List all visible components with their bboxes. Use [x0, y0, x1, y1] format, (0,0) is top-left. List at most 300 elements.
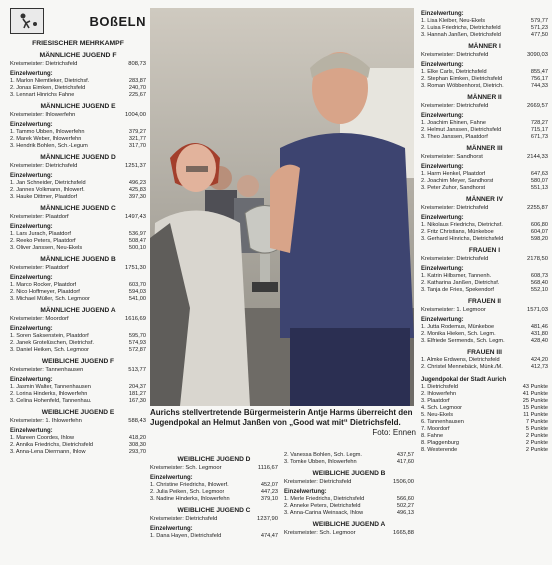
score-value: 321,77 [128, 136, 146, 142]
team-champion-label: Kreismeister: Dietrichsfeld [150, 516, 218, 522]
score-value: 715,17 [530, 127, 548, 133]
score-value: 580,07 [530, 178, 548, 184]
athlete-name: 7. Moordorf [421, 426, 450, 432]
results-bottom-left [150, 452, 278, 540]
individual-ranking-title: Einzelwertung: [10, 377, 53, 383]
athlete-name: 3. Hauke Dittmer, Plaatdorf [10, 194, 78, 200]
result-row [421, 324, 548, 331]
athlete-name: 8. Westerende [421, 447, 458, 453]
team-champion-score: 3090,03 [527, 52, 548, 58]
athlete-name: 1. Marlon Niemtleker, Dietrichsf. [10, 78, 90, 84]
score-value: 594,03 [128, 289, 146, 295]
result-row [421, 127, 548, 134]
individual-ranking-title: Einzelwertung: [10, 275, 53, 281]
score-value: 728,27 [530, 120, 548, 126]
score-value: 417,60 [396, 459, 414, 465]
award-photo [150, 8, 414, 406]
team-champion-score: 1665,88 [393, 530, 414, 536]
result-row [421, 331, 548, 338]
result-row [10, 143, 146, 150]
ranking-row [421, 384, 548, 391]
team-champion-score: 1506,00 [393, 479, 414, 485]
ranking-row [421, 398, 548, 405]
category-header: MÄNNLICHE JUGEND D [40, 154, 116, 161]
individual-ranking-title: Einzelwertung: [421, 317, 464, 323]
athlete-name: 3. Daniel Heiken, Sch. Legmoor [10, 347, 89, 353]
result-row [421, 25, 548, 32]
athlete-name: 1. Dana Hayen, Dietrichsfeld [150, 533, 222, 539]
athlete-name: 3. Tanja de Fries, Spekendorf [421, 287, 494, 293]
athlete-name: 5. Neu-Ekels [421, 412, 454, 418]
athlete-name: 2. Monika Hieken, Sch. Legm. [421, 331, 496, 337]
score-value: 2 Punkte [525, 447, 548, 453]
team-champion-score: 2669,57 [527, 103, 548, 109]
athlete-name: 1. Lars Jurach, Plaatdorf [10, 231, 71, 237]
score-value: 2 Punkte [525, 433, 548, 439]
score-value: 7 Punkte [525, 419, 548, 425]
team-champion-row [10, 264, 146, 272]
result-row [421, 134, 548, 141]
athlete-name: 2. Stephan Eimken, Dietrichsfeld [421, 76, 503, 82]
score-value: 425,83 [128, 187, 146, 193]
athlete-name: 3. Celina Hohenfeld, Tannenhau. [10, 398, 92, 404]
team-champion-row [421, 153, 548, 161]
score-value: 5 Punkte [525, 426, 548, 432]
team-champion-label: Kreismeister: Dietrichsfeld [284, 479, 352, 485]
athlete-name: 3. Hendrik Bohlen, Sch.-Legum [10, 143, 88, 149]
result-row [284, 510, 414, 517]
athlete-name: 1. Tammo Ubben, Ihlowerfehn [10, 129, 85, 135]
team-champion-score: 1251,37 [125, 163, 146, 169]
team-champion-label: Kreismeister: Dietrichsfeld [421, 256, 489, 262]
athlete-name: 3. Hannah Janßen, Dietrichsfeld [421, 32, 501, 38]
athlete-name: 2. Fritz Christians, Münkeboe [421, 229, 494, 235]
athlete-name: 2. Lorina Hinderks, Ihlowerfehn [10, 391, 88, 397]
ranking-table [421, 384, 548, 454]
athlete-name: 8. Plaggenburg [421, 440, 459, 446]
team-champion-score: 588,43 [128, 418, 146, 424]
score-value: 317,70 [128, 143, 146, 149]
athlete-name: 2. Luisa Friedrichs, Dietrichsfeld [421, 25, 501, 31]
result-row [421, 171, 548, 178]
team-champion-score: 808,73 [128, 61, 146, 67]
team-champion-row [10, 162, 146, 170]
result-row [421, 287, 548, 294]
team-champion-label: Kreismeister: Dietrichsfeld [421, 205, 489, 211]
team-champion-row [10, 366, 146, 374]
result-row [421, 364, 548, 371]
score-value: 15 Punkte [522, 405, 548, 411]
category-header: MÄNNER I [468, 43, 501, 50]
ranking-row [421, 447, 548, 454]
athlete-name: 3. Theo Janssen, Plaatdorf [421, 134, 488, 140]
athlete-name: 2. Helmut Janssen, Dietrichsfeld [421, 127, 502, 133]
team-champion-score: 1116,67 [257, 465, 278, 471]
result-row [10, 92, 146, 99]
result-row [421, 357, 548, 364]
score-value: 418,20 [128, 435, 146, 441]
score-value: 424,20 [530, 357, 548, 363]
team-champion-row [150, 464, 278, 472]
category-header: MÄNNER II [467, 94, 502, 101]
athlete-name: 4. Sch. Legmoor [421, 405, 463, 411]
score-value: 496,23 [128, 180, 146, 186]
result-row [10, 289, 146, 296]
score-value: 412,73 [530, 364, 548, 370]
individual-ranking-title: Einzelwertung: [150, 475, 193, 481]
result-row [150, 533, 278, 540]
team-champion-row [421, 306, 548, 314]
athlete-name: 2. Julia Peiken, Sch. Legmoor [150, 489, 225, 495]
result-row [10, 435, 146, 442]
category-header: MÄNNLICHE JUGEND A [40, 307, 116, 314]
score-value: 502,27 [396, 503, 414, 509]
result-row [10, 398, 146, 405]
score-value: 579,77 [530, 18, 548, 24]
result-row [10, 194, 146, 201]
result-row [284, 459, 414, 466]
result-row [10, 449, 146, 456]
photo-caption [150, 408, 416, 438]
score-value: 397,30 [128, 194, 146, 200]
team-champion-row [421, 51, 548, 59]
individual-ranking-title: Einzelwertung: [421, 266, 464, 272]
ranking-row [421, 433, 548, 440]
athlete-name: 1. Marco Rocker, Plaatdorf [10, 282, 77, 288]
result-row [10, 333, 146, 340]
result-row [150, 482, 278, 489]
score-value: 428,40 [530, 338, 548, 344]
team-champion-score: 2144,33 [527, 154, 548, 160]
event-title: FRIESISCHER MEHRKAMPF [32, 40, 124, 47]
individual-ranking-title: Einzelwertung: [10, 428, 53, 434]
category-header: FRAUEN II [468, 298, 501, 305]
team-champion-score: 1751,30 [125, 265, 146, 271]
score-value: 671,73 [530, 134, 548, 140]
athlete-name: 2. Anneke Peters, Dietrichsfeld [284, 503, 361, 509]
team-champion-score: 2255,87 [527, 205, 548, 211]
team-champion-score: 2178,50 [527, 256, 548, 262]
score-value: 598,20 [530, 236, 548, 242]
category-header: MÄNNLICHE JUGEND E [40, 103, 116, 110]
result-row [10, 136, 146, 143]
score-value: 541,00 [128, 296, 146, 302]
athlete-name: 6. Tannenhausen [421, 419, 464, 425]
individual-ranking-title: Einzelwertung: [284, 489, 327, 495]
score-value: 571,23 [530, 25, 548, 31]
team-champion-row [284, 478, 414, 486]
team-champion-score: 1571,03 [527, 307, 548, 313]
score-value: 25 Punkte [522, 398, 548, 404]
team-champion-row [10, 315, 146, 323]
result-row [10, 384, 146, 391]
athlete-name: 3. Oliver Janssen, Neu-Ekels [10, 245, 83, 251]
score-value: 225,67 [128, 92, 146, 98]
results-column-left [10, 6, 146, 456]
result-row [10, 347, 146, 354]
athlete-name: 3. Lennart Hinrichs Fahne [10, 92, 75, 98]
score-value: 606,80 [530, 222, 548, 228]
team-champion-row [284, 529, 414, 537]
ranking-row [421, 405, 548, 412]
team-champion-row [10, 213, 146, 221]
score-value: 744,33 [530, 83, 548, 89]
col3-results [421, 11, 548, 371]
results-column-right [421, 8, 548, 454]
score-value: 595,70 [128, 333, 146, 339]
score-value: 477,50 [530, 32, 548, 38]
score-value: 574,93 [128, 340, 146, 346]
score-value: 603,70 [128, 282, 146, 288]
result-row [421, 18, 548, 25]
score-value: 240,70 [128, 85, 146, 91]
score-value: 604,07 [530, 229, 548, 235]
score-value: 447,23 [260, 489, 278, 495]
photo-credit: Foto: Ennen [372, 428, 416, 437]
result-row [150, 489, 278, 496]
score-value: 647,63 [530, 171, 548, 177]
result-row [284, 503, 414, 510]
ranking-title: Jugendpokal der Stadt Aurich [421, 377, 507, 383]
score-value: 204,37 [128, 384, 146, 390]
team-champion-row [10, 60, 146, 68]
team-champion-score: 1497,43 [125, 214, 146, 220]
individual-ranking-title: Einzelwertung: [421, 215, 464, 221]
result-row [421, 32, 548, 39]
result-row [421, 120, 548, 127]
score-value: 452,07 [260, 482, 278, 488]
team-champion-label: Kreismeister: 1. Ihlowerfehn [10, 418, 82, 424]
ranking-row [421, 419, 548, 426]
individual-ranking-title: Einzelwertung: [10, 173, 53, 179]
score-value: 283,87 [128, 78, 146, 84]
athlete-name: 2. Jannes Volkmann, Ihlowerf. [10, 187, 85, 193]
result-row [421, 83, 548, 90]
result-row [10, 442, 146, 449]
result-row [10, 391, 146, 398]
result-row [10, 231, 146, 238]
athlete-name: 3. Gerhard Hinrichs, Dietrichsfeld [421, 236, 504, 242]
score-value: 496,13 [396, 510, 414, 516]
athlete-name: 1. Jasmin Walter, Tannenhausen [10, 384, 91, 390]
category-header: FRAUEN I [468, 247, 501, 254]
category-header: MÄNNLICHE JUGEND F [39, 52, 117, 59]
ranking-row [421, 426, 548, 433]
result-row [421, 185, 548, 192]
team-champion-label: Kreismeister: Dietrichsfeld [421, 103, 489, 109]
individual-ranking-title: Einzelwertung: [421, 11, 464, 17]
score-value: 855,47 [530, 69, 548, 75]
score-value: 11 Punkte [523, 412, 548, 418]
score-value: 437,57 [396, 452, 414, 458]
athlete-name: 1. Lisa Kleiber, Neu-Ekels [421, 18, 486, 24]
score-value: 481,46 [530, 324, 548, 330]
individual-ranking-title: Einzelwertung: [10, 326, 53, 332]
score-value: 2 Punkte [525, 440, 548, 446]
individual-ranking-title: Einzelwertung: [10, 224, 53, 230]
team-champion-score: 1616,69 [125, 316, 146, 322]
athlete-name: 3. Plaatdorf [421, 398, 450, 404]
result-row [421, 69, 548, 76]
score-value: 167,30 [128, 398, 146, 404]
score-value: 551,13 [530, 185, 548, 191]
score-value: 508,47 [128, 238, 146, 244]
score-value: 500,10 [128, 245, 146, 251]
score-value: 43 Punkte [522, 384, 548, 390]
category-header: WEIBLICHE JUGEND C [177, 507, 251, 514]
team-champion-label: Kreismeister: 1. Legmoor [421, 307, 486, 313]
score-value: 293,70 [128, 449, 146, 455]
athlete-name: 2. Reeko Peters, Plaatdorf [10, 238, 76, 244]
team-champion-row [421, 102, 548, 110]
section-logo [10, 6, 146, 36]
team-champion-row [10, 111, 146, 119]
athlete-name: 3. Anna-Carina Weinsack, Ihlow [284, 510, 364, 516]
team-champion-score: 513,77 [128, 367, 146, 373]
athlete-name: 3. Anna-Lena Dierrnann, Ihlow [10, 449, 86, 455]
athlete-name: 3. Nadine Hinderks, Ihlowerfehn [150, 496, 230, 502]
result-row [10, 187, 146, 194]
result-row [10, 78, 146, 85]
athlete-name: 8. Fahne [421, 433, 444, 439]
team-champion-score: 1004,00 [125, 112, 146, 118]
result-row [10, 85, 146, 92]
team-champion-label: Kreismeister: Sch. Legmoor [284, 530, 356, 536]
category-header: MÄNNLICHE JUGEND C [40, 205, 116, 212]
team-champion-score: 1237,90 [257, 516, 278, 522]
team-champion-label: Kreismeister: Sandhorst [421, 154, 483, 160]
individual-ranking-title: Einzelwertung: [10, 122, 53, 128]
category-header: WEIBLICHE JUGEND B [312, 470, 386, 477]
athlete-name: 1. Nikolaus Friedrichs, Dietrichsf. [421, 222, 503, 228]
athlete-name: 2. Annika Friedrichs, Dietrichsfeld [10, 442, 94, 448]
result-row [10, 245, 146, 252]
score-value: 572,87 [128, 347, 146, 353]
category-header: MÄNNER III [466, 145, 503, 152]
athlete-name: 3. Michael Müller, Sch. Legmoor [10, 296, 90, 302]
athlete-name: 2. Vanessa Bohlen, Sch. Legm. [284, 452, 362, 458]
team-champion-label: Kreismeister: Plaatdorf [10, 214, 69, 220]
team-champion-row [421, 255, 548, 263]
result-row [10, 296, 146, 303]
score-value: 181,27 [128, 391, 146, 397]
category-header: MÄNNER IV [466, 196, 503, 203]
score-value: 474,47 [260, 533, 278, 539]
caption-text: Aurichs stellvertretende Bürgermeisterin Antje Harms überreicht den Jugendpokal an Helmut Janßen von „Good wat mit“ Dietrichsfeld. [150, 408, 413, 427]
athlete-name: 1. Jan Schneider, Dietrichsfeld [10, 180, 86, 186]
score-value: 756,17 [530, 76, 548, 82]
team-champion-label: Kreismeister: Ihlowerfehn [10, 112, 76, 118]
result-row [10, 340, 146, 347]
athlete-name: 2. Ihlowerfehn [421, 391, 457, 397]
score-value: 308,30 [128, 442, 146, 448]
athlete-name: 3. Tomke Ubben, Ihlowerfehn [284, 459, 357, 465]
team-champion-label: Kreismeister: Dietrichsfeld [421, 52, 489, 58]
bossel-player-icon [10, 8, 44, 34]
athlete-name: 1. Christine Friedrichs, Ihlowerf. [150, 482, 229, 488]
section-title: BOßELN [89, 13, 146, 29]
individual-ranking-title: Einzelwertung: [421, 113, 464, 119]
category-header: WEIBLICHE JUGEND E [41, 409, 115, 416]
team-champion-label: Kreismeister: Sch. Legmoor [150, 465, 222, 471]
athlete-name: 3. Elfriede Sermends, Sch. Legm. [421, 338, 505, 344]
athlete-name: 2. Katharina Janßen, Dietrichsf. [421, 280, 500, 286]
athlete-name: 3. Roman Wöbbenhorst, Dietrich. [421, 83, 504, 89]
athlete-name: 1. Almke Erdwens, Dietrichsfeld [421, 357, 500, 363]
result-row [10, 129, 146, 136]
result-row [284, 496, 414, 503]
result-row [150, 496, 278, 503]
result-row [10, 238, 146, 245]
team-champion-label: Kreismeister: Dietrichsfeld [10, 163, 78, 169]
athlete-name: 2. Christel Mennebäck, Münk./M. [421, 364, 503, 370]
result-row [421, 236, 548, 243]
category-header: WEIBLICHE JUGEND D [177, 456, 251, 463]
ranking-row [421, 440, 548, 447]
score-value: 568,40 [530, 280, 548, 286]
athlete-name: 1. Dietrichsfeld [421, 384, 458, 390]
athlete-name: 2. Jonas Eimken, Dietrichsfeld [10, 85, 86, 91]
category-header: WEIBLICHE JUGEND A [312, 521, 386, 528]
result-row [284, 452, 414, 459]
team-champion-row [10, 417, 146, 425]
athlete-name: 1. Soren Saksenstein, Plaatdorf [10, 333, 89, 339]
team-champion-row [421, 204, 548, 212]
result-row [421, 178, 548, 185]
athlete-name: 2. Nico Hoffmeyer, Plaatdorf [10, 289, 80, 295]
individual-ranking-title: Einzelwertung: [150, 526, 193, 532]
score-value: 608,73 [530, 273, 548, 279]
athlete-name: 3. Peter Zuhor, Sandhorst [421, 185, 486, 191]
athlete-name: 1. Joachim Ehinen, Fahne [421, 120, 486, 126]
score-value: 379,27 [128, 129, 146, 135]
athlete-name: 1. Merle Friedrichs, Dietrichsfeld [284, 496, 365, 502]
team-champion-label: Kreismeister: Dietrichsfeld [10, 61, 78, 67]
result-row [421, 76, 548, 83]
individual-ranking-title: Einzelwertung: [421, 164, 464, 170]
team-champion-label: Kreismeister: Moordorf [10, 316, 69, 322]
athlete-name: 2. Joachim Meyer, Sandhorst [421, 178, 494, 184]
score-value: 41 Punkte [522, 391, 548, 397]
score-value: 431,80 [530, 331, 548, 337]
athlete-name: 2. Marek Weber, Ihlowerfehn [10, 136, 82, 142]
athlete-name: 1. Jutta Rodemus, Münkeboe [421, 324, 495, 330]
score-value: 536,97 [128, 231, 146, 237]
individual-ranking-title: Einzelwertung: [10, 71, 53, 77]
result-row [421, 280, 548, 287]
ranking-row [421, 412, 548, 419]
category-header: FRAUEN III [467, 349, 502, 356]
athlete-name: 2. Janek Grotelüschen, Dietrichsf. [10, 340, 94, 346]
team-champion-label: Kreismeister: Tannenhausen [10, 367, 84, 373]
team-champion-row [150, 515, 278, 523]
col1-results [10, 60, 146, 456]
score-value: 552,10 [530, 287, 548, 293]
category-header: WEIBLICHE JUGEND F [41, 358, 115, 365]
score-value: 566,60 [396, 496, 414, 502]
athlete-name: 1. Elke Carls, Dietrichsfeld [421, 69, 487, 75]
result-row [421, 222, 548, 229]
score-value: 379,10 [260, 496, 278, 502]
athlete-name: 1. Harm Henkel, Plaatdorf [421, 171, 486, 177]
result-row [421, 229, 548, 236]
team-champion-label: Kreismeister: Plaatdorf [10, 265, 69, 271]
ranking-row [421, 391, 548, 398]
results-bottom-right [284, 452, 414, 537]
category-header: MÄNNLICHE JUGEND B [40, 256, 116, 263]
result-row [10, 180, 146, 187]
result-row [10, 282, 146, 289]
